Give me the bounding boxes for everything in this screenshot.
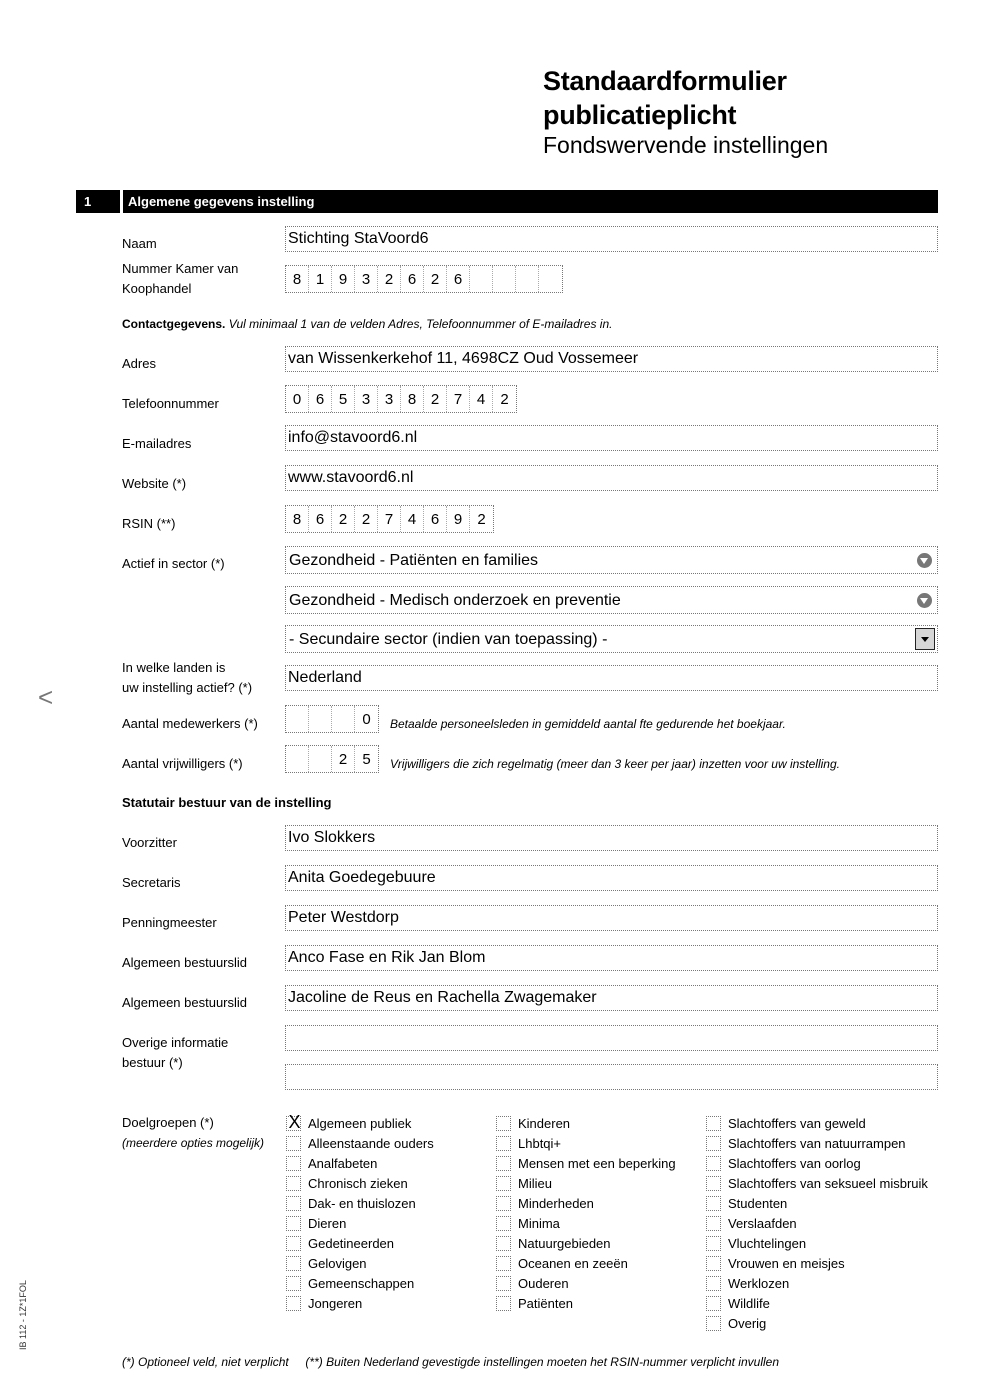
kvk-digit[interactable]: [493, 266, 516, 292]
chevron-down-icon[interactable]: [917, 553, 932, 568]
doelgroep-checkbox[interactable]: [496, 1116, 511, 1131]
contact-heading: [122, 314, 612, 334]
overig-bestuur-label-line1: Overige informatie: [122, 1035, 229, 1050]
doelgroepen-label-note: (meerdere opties mogelijk): [122, 1136, 265, 1150]
telefoon-digit[interactable]: 0: [286, 386, 309, 412]
kvk-label-line1: Nummer Kamer van: [122, 261, 239, 276]
email-input[interactable]: info@stavoord6.nl: [285, 425, 938, 451]
telefoon-digit[interactable]: 8: [401, 386, 424, 412]
telefoon-digit[interactable]: 6: [309, 386, 332, 412]
rsin-digit[interactable]: 8: [286, 506, 309, 532]
vrijwilligers-input[interactable]: [285, 745, 379, 773]
doelgroep-label: Slachtoffers van seksueel misbruik: [728, 1176, 928, 1191]
landen-label-line1: In welke landen is: [122, 660, 226, 675]
form-title: [543, 64, 787, 132]
form-title-line1: Standaardformulier: [543, 66, 787, 96]
checkmark-x-icon: X: [288, 1112, 301, 1132]
doelgroep-checkbox[interactable]: [496, 1236, 511, 1251]
kvk-input[interactable]: [285, 265, 563, 293]
contact-heading-note: Vul minimaal 1 van de velden Adres, Telefoonnummer of E-mailadres in.: [228, 317, 613, 331]
medewerkers-hint: Betaalde personeelsleden in gemiddeld aantal fte gedurende het boekjaar.: [390, 717, 786, 731]
sector-select-2[interactable]: [285, 586, 938, 614]
doelgroep-label: Werklozen: [728, 1276, 790, 1291]
doelgroep-label: Analfabeten: [308, 1156, 378, 1171]
doelgroep-label: Kinderen: [518, 1116, 571, 1131]
doelgroepen-label: [122, 1113, 264, 1153]
doelgroep-label: Verslaafden: [728, 1216, 797, 1231]
sector-select-1-value: Gezondheid - Patiënten en families: [289, 552, 539, 569]
doelgroepen-label-title: Doelgroepen (*): [122, 1115, 214, 1130]
kvk-digit[interactable]: 6: [447, 266, 470, 292]
sector-select-2-value: Gezondheid - Medisch onderzoek en preventie: [289, 592, 621, 609]
bestuur-heading: Statutair bestuur van de instelling: [122, 795, 332, 810]
penningmeester-label: Penningmeester: [122, 915, 217, 930]
vrijwilligers-digit[interactable]: 5: [362, 751, 371, 768]
doelgroep-label: Jongeren: [308, 1296, 363, 1311]
doelgroep-label: Minderheden: [518, 1196, 594, 1211]
medewerkers-digit[interactable]: [309, 706, 332, 732]
website-input[interactable]: www.stavoord6.nl: [285, 465, 938, 491]
secretaris-label: Secretaris: [122, 875, 181, 890]
rsin-input[interactable]: [285, 505, 494, 533]
doelgroep-label: Slachtoffers van geweld: [728, 1116, 866, 1131]
doelgroep-checkbox[interactable]: [706, 1256, 721, 1271]
doelgroep-checkbox[interactable]: [706, 1276, 721, 1291]
vrijwilligers-digit[interactable]: [286, 746, 309, 772]
rsin-digit[interactable]: 2: [332, 506, 355, 532]
telefoon-input[interactable]: [285, 385, 517, 413]
doelgroep-label: Natuurgebieden: [518, 1236, 611, 1251]
doelgroep-checkbox[interactable]: [286, 1296, 301, 1311]
landen-label-line2: uw instelling actief? (*): [122, 680, 253, 695]
telefoon-digit[interactable]: 7: [447, 386, 470, 412]
voorzitter-input[interactable]: Ivo Slokkers: [285, 825, 938, 851]
overig-bestuur-input-2[interactable]: [285, 1064, 938, 1090]
naam-input[interactable]: Stichting StaVoord6: [285, 226, 938, 252]
telefoon-label: Telefoonnummer: [122, 396, 219, 411]
kvk-digit[interactable]: 2: [424, 266, 447, 292]
kvk-digit[interactable]: 1: [309, 266, 332, 292]
kvk-digit[interactable]: [539, 266, 562, 292]
doelgroep-checkbox[interactable]: [706, 1196, 721, 1211]
doelgroep-checkbox[interactable]: [286, 1236, 301, 1251]
email-label: E-mailadres: [122, 436, 192, 451]
form-subtitle: Fondswervende instellingen: [543, 132, 829, 158]
page-chevron-icon: <: [38, 682, 54, 712]
dropdown-arrow-icon[interactable]: [915, 628, 935, 650]
section-number: 1: [76, 190, 120, 213]
chevron-down-icon[interactable]: [917, 593, 932, 608]
doelgroep-checkbox[interactable]: [286, 1112, 301, 1132]
doelgroep-checkbox[interactable]: [286, 1156, 301, 1171]
form-title-line2: publicatieplicht: [543, 100, 737, 130]
bestuurslid-1-label: Algemeen bestuurslid: [122, 955, 248, 970]
medewerkers-digit[interactable]: [332, 706, 355, 732]
rsin-digit[interactable]: 6: [424, 506, 447, 532]
vrijwilligers-digit[interactable]: 2: [332, 746, 355, 772]
doelgroep-label: Minima: [518, 1216, 560, 1231]
vrijwilligers-digit[interactable]: [309, 746, 332, 772]
doelgroep-label: Dak- en thuislozen: [308, 1196, 416, 1211]
kvk-digit[interactable]: 8: [286, 266, 309, 292]
doelgroep-label: Gelovigen: [308, 1256, 367, 1271]
bestuurslid-2-input[interactable]: Jacoline de Reus en Rachella Zwagemaker: [285, 985, 938, 1011]
naam-label: Naam: [122, 236, 157, 251]
doelgroep-checkbox[interactable]: [706, 1156, 721, 1171]
rsin-digit[interactable]: 2: [477, 511, 486, 528]
doelgroep-checkbox[interactable]: [496, 1296, 511, 1311]
doelgroep-label: Patiënten: [518, 1296, 573, 1311]
doelgroep-checkbox[interactable]: [496, 1176, 511, 1191]
rsin-digit[interactable]: 4: [401, 506, 424, 532]
doelgroep-label: Oceanen en zeeën: [518, 1256, 628, 1271]
telefoon-digit[interactable]: 4: [470, 386, 493, 412]
doelgroep-checkbox[interactable]: [706, 1236, 721, 1251]
secretaris-input[interactable]: Anita Goedegebuure: [285, 865, 938, 891]
doelgroep-label: Dieren: [308, 1216, 347, 1231]
doelgroep-label: Ouderen: [518, 1276, 569, 1291]
overig-bestuur-label-line2: bestuur (*): [122, 1055, 183, 1070]
medewerkers-label: Aantal medewerkers (*): [122, 716, 258, 731]
rsin-digit[interactable]: 2: [355, 506, 378, 532]
website-label: Website (*): [122, 476, 187, 491]
kvk-digit[interactable]: 2: [378, 266, 401, 292]
telefoon-digit[interactable]: 3: [378, 386, 401, 412]
doelgroep-checkbox[interactable]: [286, 1136, 301, 1151]
rsin-label: RSIN (**): [122, 516, 176, 531]
doelgroep-label: Vrouwen en meisjes: [728, 1256, 845, 1271]
bestuurslid-1-input[interactable]: Anco Fase en Rik Jan Blom: [285, 945, 938, 971]
doelgroep-checkbox[interactable]: [706, 1136, 721, 1151]
doelgroep-checkbox[interactable]: [496, 1216, 511, 1231]
landen-input[interactable]: Nederland: [285, 665, 938, 691]
doelgroep-label: Studenten: [728, 1196, 788, 1211]
doelgroep-label: Algemeen publiek: [308, 1116, 412, 1131]
medewerkers-input[interactable]: [285, 705, 379, 733]
doelgroep-checkbox[interactable]: [286, 1196, 301, 1211]
voorzitter-label: Voorzitter: [122, 835, 177, 850]
doelgroep-label: Chronisch zieken: [308, 1176, 408, 1191]
doelgroep-checkbox[interactable]: [706, 1216, 721, 1231]
doelgroep-label: Lhbtqi+: [518, 1136, 562, 1151]
bestuurslid-2-label: Algemeen bestuurslid: [122, 995, 248, 1010]
kvk-digit[interactable]: 6: [401, 266, 424, 292]
form-code: IB 112 - 1Z*1FOL: [18, 1280, 28, 1350]
doelgroep-label: Slachtoffers van natuurrampen: [728, 1136, 906, 1151]
kvk-label: [122, 259, 282, 299]
vrijwilligers-label: Aantal vrijwilligers (*): [122, 756, 243, 771]
medewerkers-digit[interactable]: [286, 706, 309, 732]
overig-bestuur-input-1[interactable]: [285, 1025, 938, 1051]
doelgroep-checkbox[interactable]: [286, 1276, 301, 1291]
telefoon-digit[interactable]: 5: [332, 386, 355, 412]
kvk-digit[interactable]: [470, 266, 493, 292]
doelgroep-checkbox[interactable]: [706, 1316, 721, 1331]
doelgroep-checkbox[interactable]: [706, 1176, 721, 1191]
doelgroep-checkbox[interactable]: [496, 1196, 511, 1211]
doelgroep-label: Wildlife: [728, 1296, 770, 1311]
doelgroep-checkbox[interactable]: [706, 1296, 721, 1311]
doelgroep-checkbox[interactable]: [496, 1276, 511, 1291]
sector-label: Actief in sector (*): [122, 556, 225, 571]
doelgroep-label: Gemeenschappen: [308, 1276, 415, 1291]
doelgroep-label: Overig: [728, 1316, 767, 1331]
sector-select-1[interactable]: [285, 546, 938, 574]
section-title: Algemene gegevens instelling: [123, 190, 938, 213]
telefoon-digit[interactable]: 3: [355, 386, 378, 412]
kvk-label-line2: Koophandel: [122, 281, 192, 296]
contact-heading-title: Contactgegevens.: [122, 317, 226, 331]
kvk-digit[interactable]: [516, 266, 539, 292]
doelgroep-label: Slachtoffers van oorlog: [728, 1156, 861, 1171]
doelgroep-label: Mensen met een beperking: [518, 1156, 676, 1171]
sector-select-3[interactable]: [285, 625, 938, 653]
vrijwilligers-hint: Vrijwilligers die zich regelmatig (meer dan 3 keer per jaar) inzetten voor uw instelling.: [390, 757, 840, 771]
kvk-digit[interactable]: 9: [332, 266, 355, 292]
doelgroep-label: Milieu: [518, 1176, 552, 1191]
medewerkers-digit[interactable]: 0: [362, 711, 371, 728]
landen-label: [122, 658, 282, 698]
doelgroep-checkbox[interactable]: [496, 1156, 511, 1171]
kvk-digit[interactable]: 3: [355, 266, 378, 292]
doelgroep-label: Gedetineerden: [308, 1236, 395, 1251]
overig-bestuur-label: [122, 1033, 282, 1073]
rsin-digit[interactable]: 6: [309, 506, 332, 532]
sector-select-3-value: - Secundaire sector (indien van toepassing) -: [289, 631, 608, 648]
adres-input[interactable]: van Wissenkerkehof 11, 4698CZ Oud Vossemeer: [285, 346, 938, 372]
adres-label: Adres: [122, 356, 156, 371]
doelgroep-checkbox[interactable]: [286, 1256, 301, 1271]
doelgroep-label: Alleenstaande ouders: [308, 1136, 434, 1151]
doelgroep-checkbox[interactable]: [286, 1216, 301, 1231]
rsin-digit[interactable]: 9: [447, 506, 470, 532]
doelgroep-label: Vluchtelingen: [728, 1236, 807, 1251]
doelgroep-checkbox[interactable]: [706, 1116, 721, 1131]
doelgroep-checkbox[interactable]: [496, 1256, 511, 1271]
rsin-digit[interactable]: 7: [378, 506, 401, 532]
telefoon-digit[interactable]: 2: [500, 391, 509, 408]
penningmeester-input[interactable]: Peter Westdorp: [285, 905, 938, 931]
telefoon-digit[interactable]: 2: [424, 386, 447, 412]
doelgroep-checkbox[interactable]: [286, 1176, 301, 1191]
doelgroep-checkbox[interactable]: [496, 1136, 511, 1151]
footnote: (*) Optioneel veld, niet verplicht (**) Buiten Nederland gevestigde instellingen moeten het RSIN-nummer verplicht invullen: [122, 1355, 779, 1369]
